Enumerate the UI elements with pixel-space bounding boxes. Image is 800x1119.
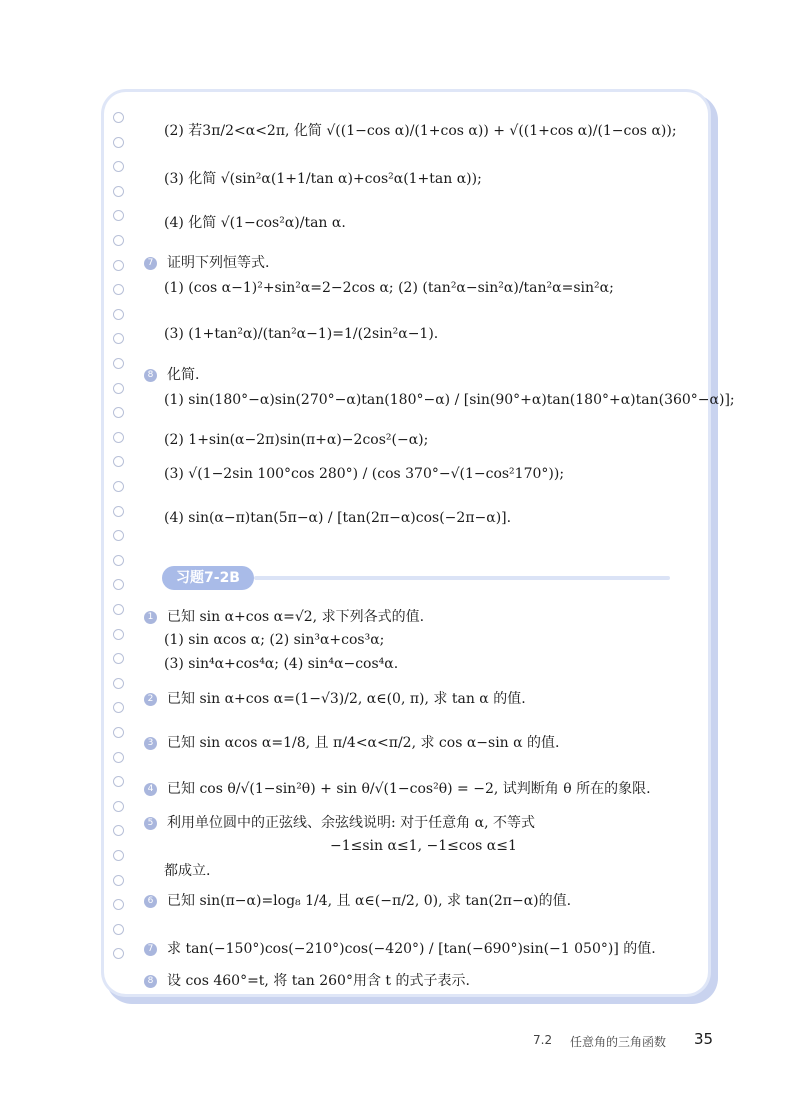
binder-hole [113,432,124,443]
binder-hole [113,383,124,394]
problem-text: 利用单位圆中的正弦线、余弦线说明: 对于任意角 α, 不等式 [167,815,535,831]
problem-number: 7 [144,257,157,270]
binder-hole [113,235,124,246]
problem-text: −1≤sin α≤1, −1≤cos α≤1 [330,838,517,854]
problem-line [164,120,677,140]
binder-hole [113,752,124,763]
problem-text: 求 tan(−150°)cos(−210°)cos(−420°) / [tan(−690°)sin(−1 050°)] 的值. [167,941,656,957]
problem-number: 2 [144,693,157,706]
problem-line [164,168,482,188]
binder-hole [113,481,124,492]
problem-line [164,432,428,448]
problem-number: 6 [144,895,157,908]
problem-text: (1) sin αcos α; (2) sin³α+cos³α; [164,632,385,648]
problem-text: 设 cos 460°=t, 将 tan 260°用含 t 的式子表示. [167,973,470,989]
problem-text: 已知 sin αcos α=1/8, 且 π/4<α<π/2, 求 cos α−sin α 的值. [167,735,560,751]
problem-text: 证明下列恒等式. [167,255,270,271]
problem [144,938,656,958]
binder-hole [113,604,124,615]
problem [144,732,560,752]
problem-line [164,510,511,526]
section-rule [254,576,670,580]
problem [144,890,571,910]
problem-number: 7 [144,943,157,956]
problem-text: 已知 sin α+cos α=√2, 求下列各式的值. [167,609,425,625]
binder-hole [113,506,124,517]
problem [144,812,535,832]
binder-hole [113,186,124,197]
problem-text: (3) sin⁴α+cos⁴α; (4) sin⁴α−cos⁴α. [164,656,399,672]
problem-number: 5 [144,817,157,830]
problem [144,970,470,990]
binder-hole [113,260,124,271]
problem-number: 3 [144,737,157,750]
problem-line [164,656,398,672]
problem-line [164,632,384,648]
problem [144,364,199,384]
problem-text: (3) (1+tan²α)/(tan²α−1)=1/(2sin²α−1). [164,326,439,342]
binder-hole [113,137,124,148]
binder-hole [113,727,124,738]
binder-hole [113,629,124,640]
problem-text: (1) (cos α−1)²+sin²α=2−2cos α; (2) (tan²α−sin²α)/tan²α=sin²α; [164,280,614,296]
problem-number: 1 [144,611,157,624]
problem-line [164,860,210,880]
problem-line [330,838,517,854]
problem-text: (1) sin(180°−α)sin(270°−α)tan(180°−α) / [sin(90°+α)tan(180°+α)tan(360°−α)]; [164,392,735,408]
problem-number: 8 [144,369,157,382]
problem-text: 都成立. [164,863,211,879]
binder-hole [113,850,124,861]
binder-hole [113,555,124,566]
problem-line [164,280,614,296]
footer-section: 7.2 [533,1033,553,1047]
binder-hole [113,801,124,812]
problem-number: 4 [144,783,157,796]
binder-hole [113,678,124,689]
problem-text: 已知 sin α+cos α=(1−√3)/2, α∈(0, π), 求 tan α 的值. [167,691,526,707]
problem-text: (2) 若3π/2<α<2π, 化简 √((1−cos α)/(1+cos α)) + √((1+cos α)/(1−cos α)); [164,123,677,139]
problem-line [164,466,564,482]
problem-line [164,212,346,232]
problem-text: (4) 化简 √(1−cos²α)/tan α. [164,215,346,231]
binder-hole [113,112,124,123]
binder-hole [113,924,124,935]
problem [144,252,269,272]
problem-text: (2) 1+sin(α−2π)sin(π+α)−2cos²(−α); [164,432,429,448]
page-number: 35 [694,1030,714,1048]
problem-text: (3) √(1−2sin 100°cos 280°) / (cos 370°−√(1−cos²170°)); [164,466,565,482]
problem [144,778,651,798]
problem-text: 已知 cos θ/√(1−sin²θ) + sin θ/√(1−cos²θ) = −2, 试判断角 θ 所在的象限. [167,781,651,797]
problem-line [164,326,438,342]
problem-text: (4) sin(α−π)tan(5π−α) / [tan(2π−α)cos(−2π−α)]. [164,510,512,526]
problem-text: 化简. [167,367,200,383]
problem-text: (3) 化简 √(sin²α(1+1/tan α)+cos²α(1+tan α)); [164,171,482,187]
problem-number: 8 [144,975,157,988]
problem [144,606,424,626]
problem-line [164,392,735,408]
binder-hole [113,875,124,886]
footer-title: 任意角的三角函数 [570,1035,667,1049]
section-title: 习题7-2B [162,566,254,590]
problem [144,688,526,708]
binder-hole [113,358,124,369]
problem-text: 已知 sin(π−α)=log₈ 1/4, 且 α∈(−π/2, 0), 求 tan(2π−α)的值. [167,893,572,909]
binder-hole [113,309,124,320]
